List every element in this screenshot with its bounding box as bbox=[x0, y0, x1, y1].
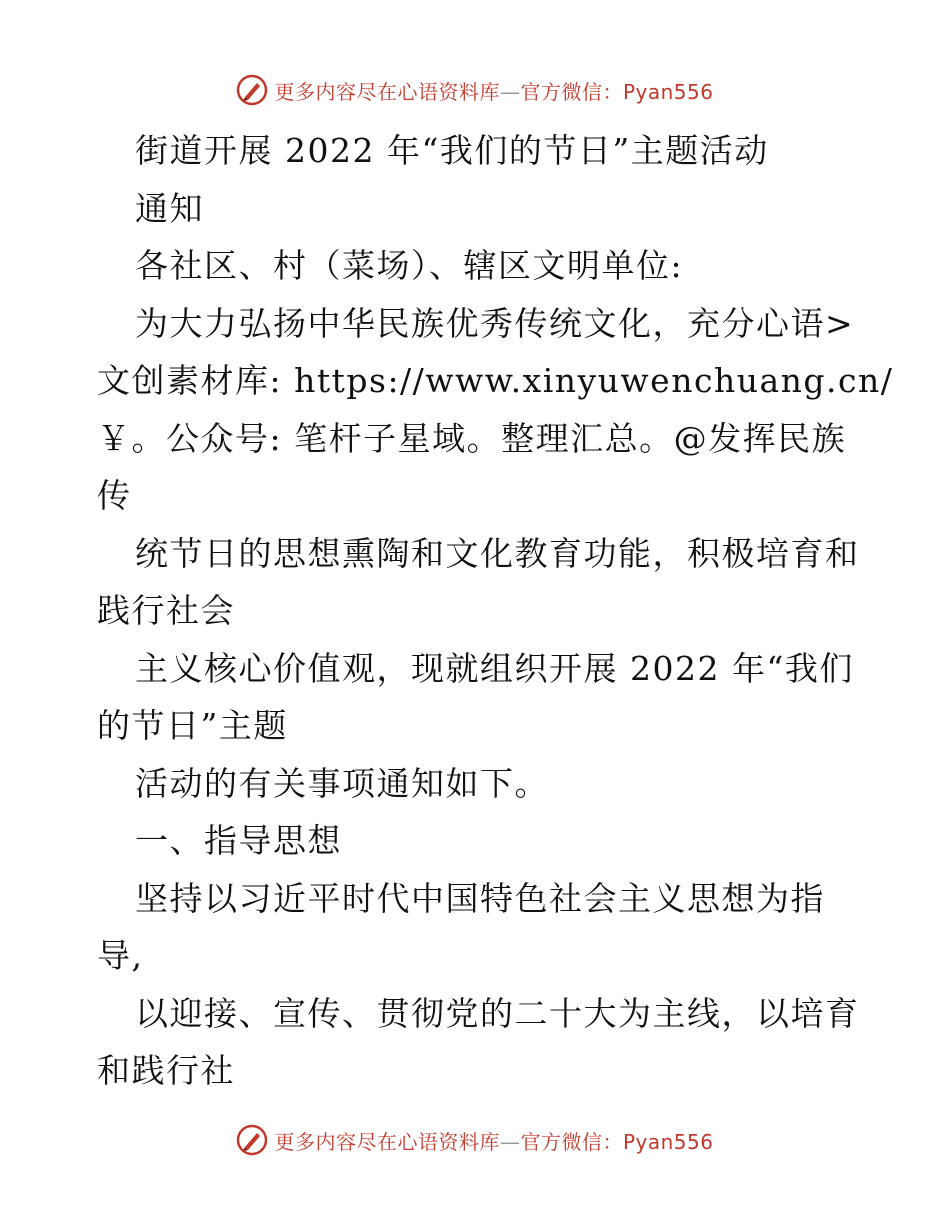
doc-title: 街道开展 2022 年“我们的节日”主题活动 bbox=[135, 131, 769, 170]
pen-logo-icon bbox=[236, 74, 268, 106]
paragraph-line: 文创素材库: https://www.xinyuwenchuang.cn/ bbox=[97, 361, 894, 400]
paragraph-line: 主义核心价值观，现就组织开展 2022 年“我们 bbox=[135, 648, 854, 688]
paragraph-line: 和践行社 bbox=[97, 1051, 235, 1090]
paragraph-line: 传 bbox=[97, 476, 132, 515]
paragraph-line: 坚持以习近平时代中国特色社会主义思想为指 bbox=[135, 878, 825, 918]
paragraph-line: 为大力弘扬中华民族优秀传统文化，充分心语> bbox=[135, 303, 855, 343]
doc-salutation: 各社区、村（菜场）、辖区文明单位: bbox=[135, 246, 684, 285]
pen-logo-icon bbox=[236, 1124, 268, 1156]
footer-wechat: 官方微信：Pyan556 bbox=[520, 1129, 714, 1154]
header-site-name: 更多内容尽在心语资料库 bbox=[274, 79, 500, 104]
header-separator: — bbox=[499, 79, 521, 104]
paragraph-line: 以迎接、宣传、贯彻党的二十大为主线，以培育 bbox=[135, 993, 860, 1033]
paragraph-line: ￥。公众号: 笔杆子星域。整理汇总。@发挥民族 bbox=[97, 418, 847, 458]
document-body bbox=[97, 122, 894, 1100]
paragraph-line: 统节日的思想熏陶和文化教育功能，积极培育和 bbox=[135, 533, 860, 573]
header-banner-text bbox=[274, 76, 713, 105]
paragraph-line: 践行社会 bbox=[97, 591, 235, 630]
section-heading: 一、指导思想 bbox=[135, 821, 342, 860]
footer-banner bbox=[0, 1120, 950, 1160]
header-wechat: 官方微信：Pyan556 bbox=[520, 79, 714, 104]
footer-banner-text bbox=[274, 1126, 713, 1155]
doc-title-cont: 通知 bbox=[135, 188, 204, 228]
footer-site-name: 更多内容尽在心语资料库 bbox=[274, 1129, 500, 1154]
paragraph-line: 导, bbox=[97, 936, 144, 975]
footer-separator: — bbox=[499, 1129, 521, 1154]
header-banner bbox=[0, 70, 950, 110]
paragraph-line: 活动的有关事项通知如下。 bbox=[135, 763, 549, 803]
paragraph-line: 的节日”主题 bbox=[97, 706, 288, 745]
